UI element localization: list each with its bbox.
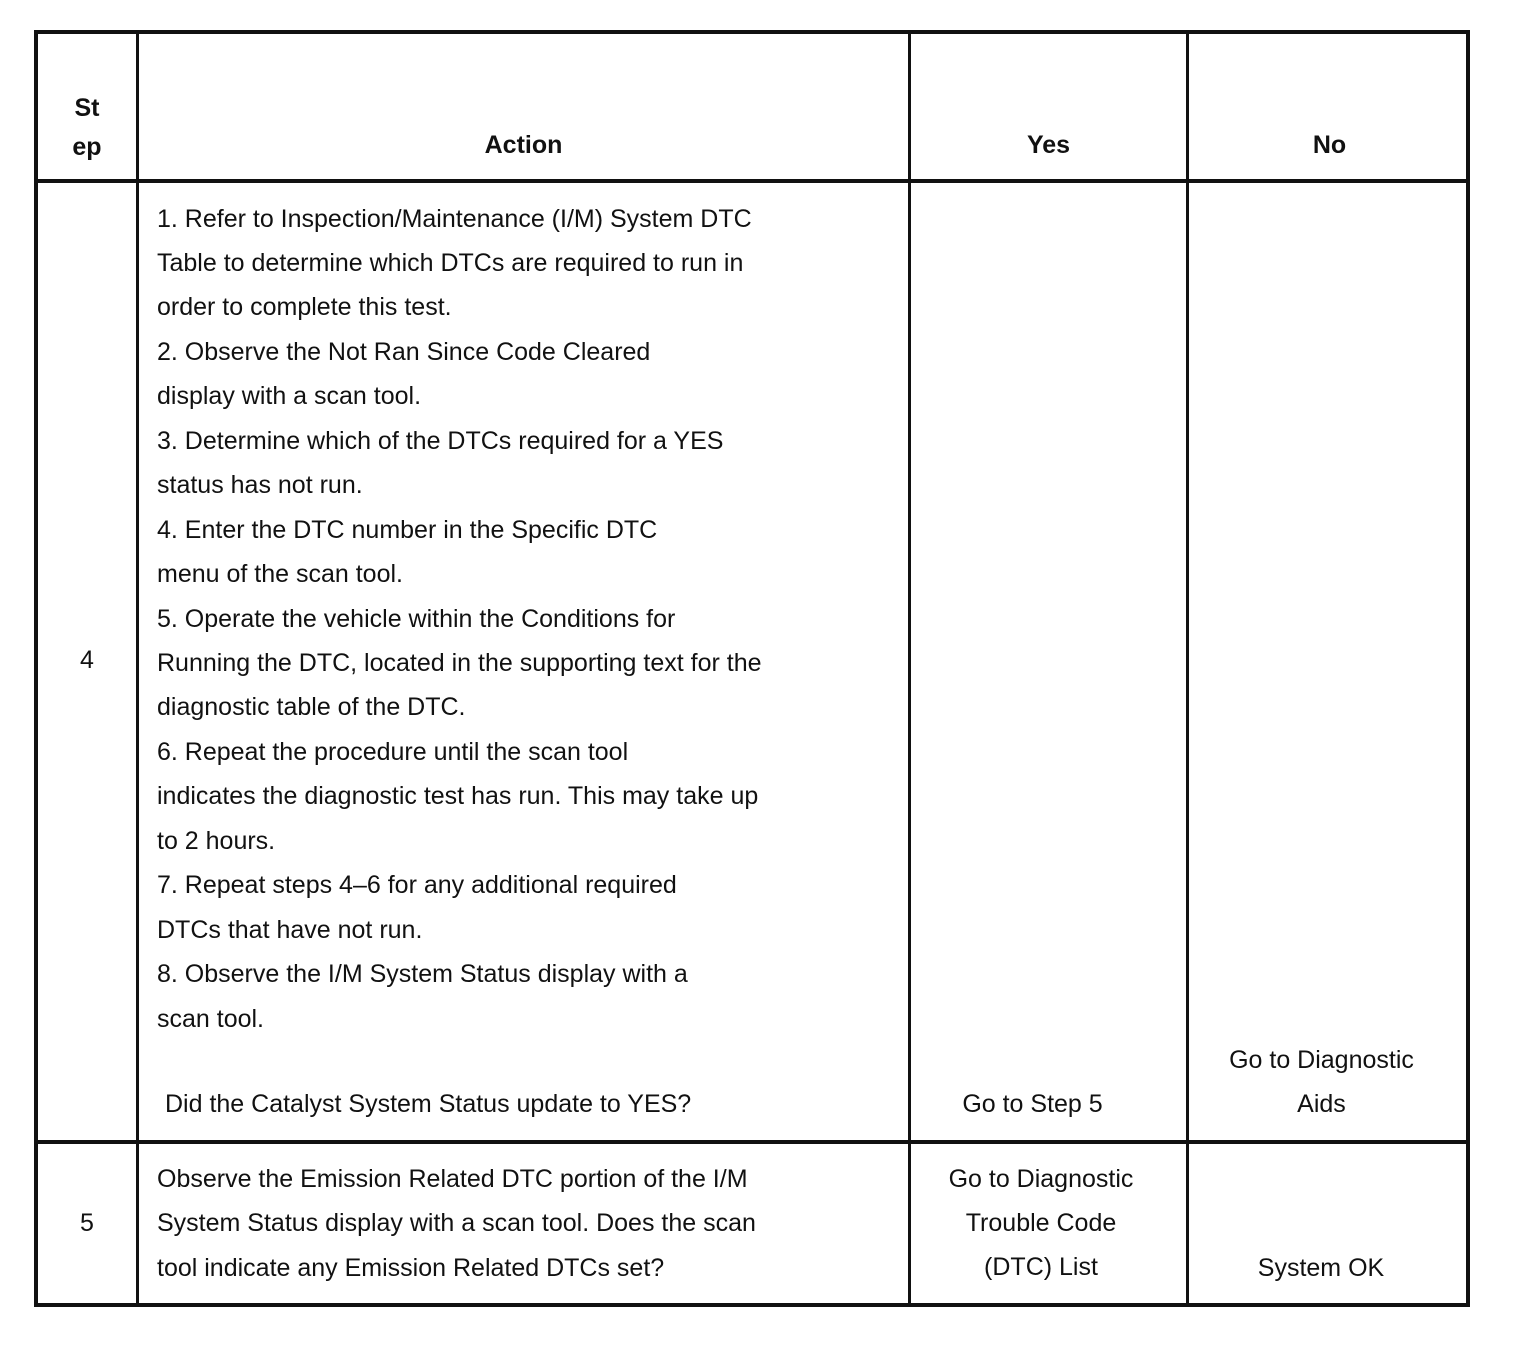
yes-cell [911, 1089, 1154, 1119]
yes-text: Go to Step 5 [962, 1090, 1103, 1118]
action-line: 5. Operate the vehicle within the Conditions for [157, 605, 676, 633]
no-text: Aids [1297, 1090, 1346, 1118]
no-text: System OK [1257, 1254, 1385, 1282]
action-cell [139, 34, 908, 1134]
no-text: Go to Diagnostic [1229, 1046, 1414, 1074]
yes-text: (DTC) List [984, 1253, 1098, 1281]
action-line: scan tool. [157, 1005, 265, 1033]
action-line: Table to determine which DTCs are required to run in [157, 249, 744, 277]
header-action: Action [484, 131, 563, 159]
action-line: DTCs that have not run. [157, 916, 423, 944]
action-line: diagnostic table of the DTC. [157, 693, 466, 721]
action-line: menu of the scan tool. [157, 560, 403, 588]
no-cell [1189, 1045, 1454, 1119]
step-number: 4 [80, 646, 94, 674]
action-question: Did the Catalyst System Status update to YES? [165, 1090, 692, 1118]
header-no: No [1312, 131, 1347, 159]
yes-text: Trouble Code [965, 1209, 1117, 1237]
action-line: System Status display with a scan tool. Does the scan [157, 1209, 756, 1237]
action-line: 3. Determine which of the DTCs required for a YES [157, 427, 724, 455]
action-line: tool indicate any Emission Related DTCs set? [157, 1254, 665, 1282]
action-line: 8. Observe the I/M System Status display with a [157, 960, 688, 988]
action-line: 6. Repeat the procedure until the scan tool [157, 738, 629, 766]
step-number: 5 [80, 1209, 94, 1237]
action-line: indicates the diagnostic test has run. This may take up [157, 782, 759, 810]
yes-text: Go to Diagnostic [948, 1165, 1134, 1193]
action-line: to 2 hours. [157, 827, 276, 855]
diagnostic-table [34, 30, 1470, 1307]
yes-cell [911, 1164, 1171, 1282]
action-line: 1. Refer to Inspection/Maintenance (I/M) System DTC [157, 205, 752, 233]
action-cell [139, 1144, 908, 1304]
action-line: 4. Enter the DTC number in the Specific DTC [157, 516, 658, 544]
no-cell [1189, 1253, 1453, 1283]
header-yes: Yes [1026, 131, 1071, 159]
action-line: display with a scan tool. [157, 382, 422, 410]
action-line: Observe the Emission Related DTC portion of the I/M [157, 1165, 748, 1193]
action-line: 2. Observe the Not Ran Since Code Cleared [157, 338, 651, 366]
action-line: Running the DTC, located in the supporting text for the [157, 649, 762, 677]
action-line: order to complete this test. [157, 293, 452, 321]
header-step: St ep [72, 94, 102, 161]
action-line: status has not run. [157, 471, 363, 499]
action-line: 7. Repeat steps 4–6 for any additional required [157, 871, 677, 899]
